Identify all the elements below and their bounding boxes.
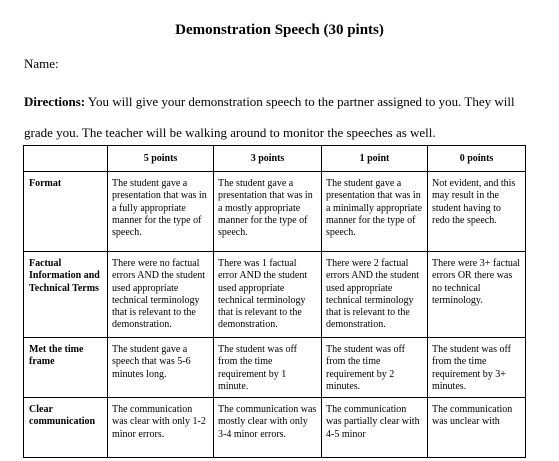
cell-communication-0: The communication was unclear with [428,398,526,458]
cell-time-0: The student was off from the time requirement by 3+ minutes. [428,338,526,398]
header-0-points: 0 points [428,146,526,172]
header-1-point: 1 point [322,146,428,172]
rubric-row-time [24,338,526,398]
cell-communication-1: The communication was partially clear with 4-5 minor [322,398,428,458]
header-criteria [24,146,108,172]
cell-time-3: The student was off from the time requirement by 1 minute. [214,338,322,398]
rubric-row-communication [24,398,526,458]
directions-paragraph [24,86,544,148]
directions-text: You will give your demonstration speech to the partner assigned to you. They will grade you. The teacher will be walking around to monitor the speeches as well. [24,94,515,140]
cell-factual-3: There was 1 factual error AND the student used appropriate technical terminology that is relevant to the demonstration. [214,252,322,338]
rubric-row-format [24,172,526,252]
cell-format-1: The student gave a presentation that was in a minimally appropriate manner for the type of speech. [322,172,428,252]
cell-communication-3: The communication was mostly clear with only 3-4 minor errors. [214,398,322,458]
rubric-table [23,145,526,458]
directions-label: Directions: [24,94,86,109]
criterion-factual: Factual Information and Technical Terms [24,252,108,338]
header-3-points: 3 points [214,146,322,172]
cell-factual-5: There were no factual errors AND the student used appropriate technical terminology that is relevant to the demonstration. [108,252,214,338]
cell-format-0: Not evident, and this may result in the student having to redo the speech. [428,172,526,252]
header-5-points: 5 points [108,146,214,172]
criterion-communication: Clear communication [24,398,108,458]
name-label: Name: [24,56,59,71]
rubric-header-row [24,146,526,172]
cell-factual-0: There were 3+ factual errors OR there was no technical terminology. [428,252,526,338]
criterion-format: Format [24,172,108,252]
cell-communication-5: The communication was clear with only 1-2 minor errors. [108,398,214,458]
cell-time-5: The student gave a speech that was 5-6 minutes long. [108,338,214,398]
cell-format-3: The student gave a presentation that was in a mostly appropriate manner for the type of speech. [214,172,322,252]
page-title: Demonstration Speech (30 pints) [175,22,384,38]
cell-factual-1: There were 2 factual errors AND the student used appropriate technical terminology that is relevant to the demonstration. [322,252,428,338]
rubric-row-factual [24,252,526,338]
cell-time-1: The student was off from the time requirement by 2 minutes. [322,338,428,398]
cell-format-5: The student gave a presentation that was in a fully appropriate manner for the type of speech. [108,172,214,252]
criterion-time: Met the time frame [24,338,108,398]
